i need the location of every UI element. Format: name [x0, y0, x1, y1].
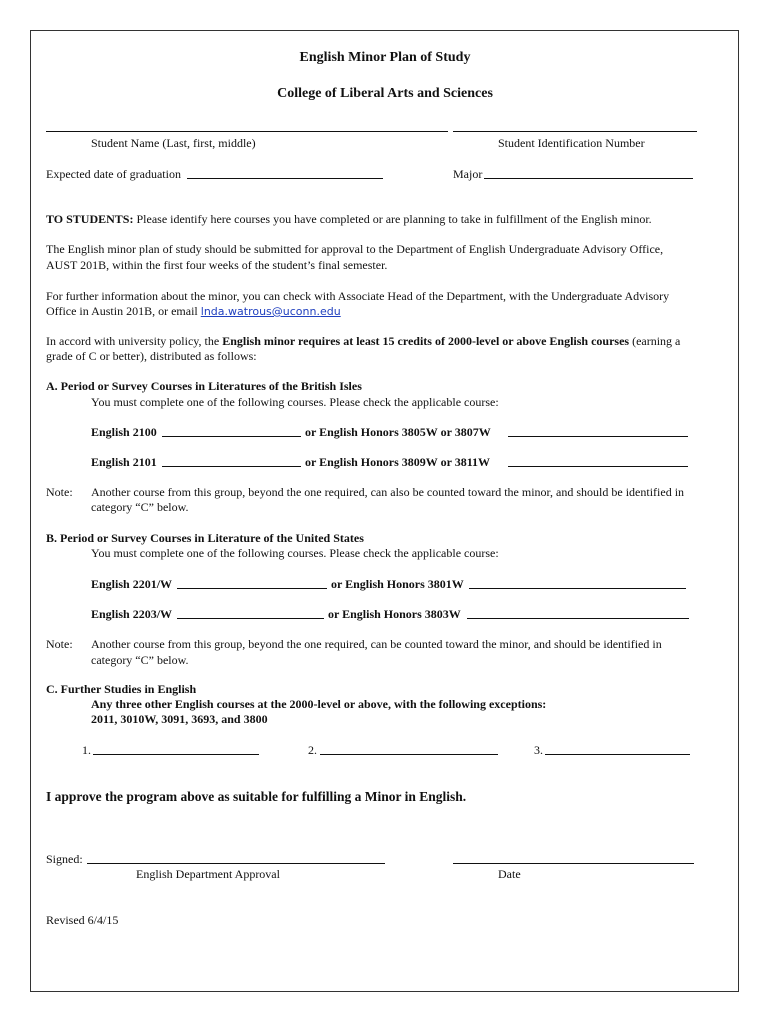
section-b-note-label: Note:: [46, 637, 73, 651]
student-id-label: Student Identification Number: [498, 136, 645, 150]
student-name-field[interactable]: [46, 131, 448, 132]
further-course-3-label: 3.: [534, 743, 543, 757]
course-honors-3801w: or English Honors 3801W: [331, 577, 464, 591]
submit-text-line1: The English minor plan of study should be submitted for approval to the Department of English Undergraduate Advisory Office,: [46, 242, 664, 256]
course-english-2203w: English 2203/W: [91, 607, 173, 621]
section-b-instruction: You must complete one of the following courses. Please check the applicable course:: [91, 546, 499, 560]
course-3801w-field[interactable]: [469, 588, 686, 589]
course-2101-field[interactable]: [162, 466, 301, 467]
signed-label: Signed:: [46, 852, 83, 866]
course-3803w-field[interactable]: [467, 618, 689, 619]
course-english-2100: English 2100: [91, 425, 157, 439]
course-honors-3805w: or English Honors 3805W or 3807W: [305, 425, 491, 439]
date-field[interactable]: [453, 863, 694, 864]
policy-text-line1: In accord with university policy, the English minor requires at least 15 credits of 2000-level or above English courses (earning a: [46, 334, 681, 348]
course-english-2201w: English 2201/W: [91, 577, 173, 591]
further-course-2-label: 2.: [308, 743, 317, 757]
dept-approval-label: English Department Approval: [136, 867, 280, 881]
section-a-note-label: Note:: [46, 485, 73, 499]
policy-text-line2: grade of C or better), distributed as follows:: [46, 349, 257, 363]
major-field[interactable]: [484, 178, 693, 179]
section-a-note-line1: Another course from this group, beyond the one required, can also be counted toward the minor, and should be identified in: [91, 485, 685, 499]
student-id-field[interactable]: [453, 131, 697, 132]
info-text-line2: Office in Austin 201B, or email lnda.watrous@uconn.edu: [46, 304, 341, 318]
further-course-3-field[interactable]: [545, 754, 690, 755]
section-c-heading: C. Further Studies in English: [46, 682, 197, 696]
section-c-line1: Any three other English courses at the 2000-level or above, with the following exceptions:: [91, 697, 547, 711]
date-label: Date: [498, 867, 521, 881]
course-3809w-field[interactable]: [508, 466, 688, 467]
major-label: Major: [453, 167, 483, 181]
section-c-line2: 2011, 3010W, 3091, 3693, and 3800: [91, 712, 268, 726]
further-course-1-field[interactable]: [93, 754, 259, 755]
section-b-note-line1: Another course from this group, beyond the one required, can be counted toward the minor, and should be identified in: [91, 637, 662, 651]
page-subtitle: College of Liberal Arts and Sciences: [277, 86, 493, 101]
page-title: English Minor Plan of Study: [299, 50, 471, 65]
info-text-line1: For further information about the minor, you can check with Associate Head of the Department, with the Undergraduate Advisory: [46, 289, 670, 303]
approval-statement: I approve the program above as suitable for fulfilling a Minor in English.: [46, 789, 467, 804]
to-students-text: TO STUDENTS: Please identify here courses you have completed or are planning to take in fulfillment of the English minor.: [46, 212, 652, 226]
course-english-2101: English 2101: [91, 455, 157, 469]
graduation-label: Expected date of graduation: [46, 167, 181, 181]
student-name-label: Student Name (Last, first, middle): [91, 136, 256, 150]
signature-field[interactable]: [87, 863, 385, 864]
further-course-1-label: 1.: [82, 743, 91, 757]
course-honors-3803w: or English Honors 3803W: [328, 607, 461, 621]
email-link[interactable]: lnda.watrous@uconn.edu: [200, 305, 341, 318]
section-a-instruction: You must complete one of the following courses. Please check the applicable course:: [91, 395, 499, 409]
further-course-2-field[interactable]: [320, 754, 498, 755]
course-honors-3809w: or English Honors 3809W or 3811W: [305, 455, 491, 469]
section-b-heading: B. Period or Survey Courses in Literature of the United States: [46, 531, 364, 545]
course-2203w-field[interactable]: [177, 618, 324, 619]
section-a-note-line2: category “C” below.: [91, 500, 189, 514]
course-3805w-field[interactable]: [508, 436, 688, 437]
submit-text-line2: AUST 201B, within the first four weeks of the student’s final semester.: [46, 258, 388, 272]
revised-date: Revised 6/4/15: [46, 913, 119, 927]
section-b-note-line2: category “C” below.: [91, 653, 189, 667]
course-2201w-field[interactable]: [177, 588, 327, 589]
graduation-date-field[interactable]: [187, 178, 383, 179]
section-a-heading: A. Period or Survey Courses in Literatures of the British Isles: [46, 379, 362, 393]
course-2100-field[interactable]: [162, 436, 301, 437]
